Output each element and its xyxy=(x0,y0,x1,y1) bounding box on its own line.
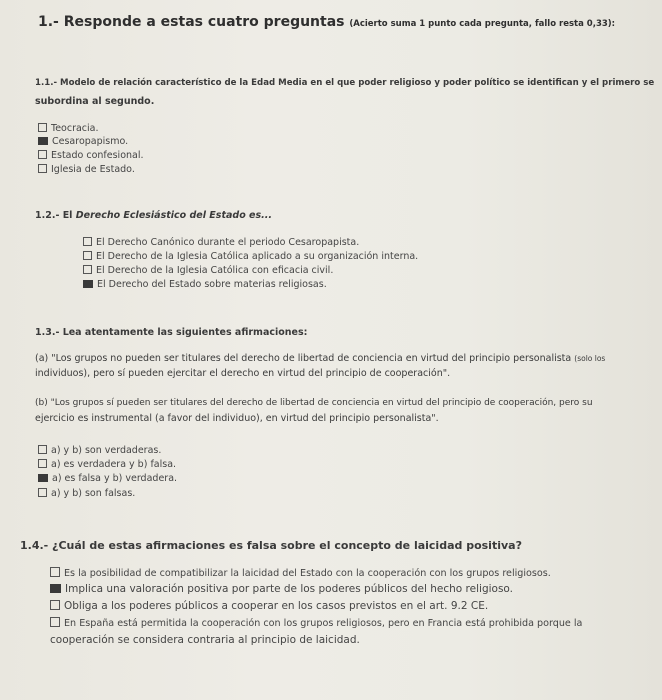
option-label: El Derecho del Estado sobre materias religiosas. xyxy=(97,279,327,290)
checkbox[interactable] xyxy=(50,567,60,577)
q4-option-1[interactable] xyxy=(50,567,551,579)
q4-option-4[interactable] xyxy=(50,617,582,629)
option-label: Cesaropapismo. xyxy=(52,136,129,147)
checked-checkbox[interactable] xyxy=(38,137,48,145)
statement-a-line1 xyxy=(35,353,605,364)
statement-a-small: (solo los xyxy=(574,354,606,363)
checkbox[interactable] xyxy=(83,237,92,246)
main-heading xyxy=(38,14,615,30)
statement-b-line2: ejercicio es instrumental (a favor del individuo), en virtud del principio personalista". xyxy=(35,413,439,424)
checked-checkbox[interactable] xyxy=(83,280,93,288)
option-label: a) y b) son falsas. xyxy=(51,488,136,499)
question-1-3-title: 1.3.- Lea atentamente las siguientes afirmaciones: xyxy=(35,327,308,338)
q4-option-3[interactable] xyxy=(50,600,488,612)
q4-option-4-cont: cooperación se considera contraria al principio de laicidad. xyxy=(50,634,360,646)
option-label: En España está permitida la cooperación con los grupos religiosos, pero en Francia está prohibida porque la xyxy=(64,618,583,629)
checked-checkbox[interactable] xyxy=(38,474,48,482)
q1-option-2[interactable] xyxy=(38,136,128,147)
option-label: Teocracia. xyxy=(51,123,99,134)
option-label: a) y b) son verdaderas. xyxy=(51,445,162,456)
q1-option-1[interactable] xyxy=(38,123,99,134)
checkbox[interactable] xyxy=(38,150,47,159)
option-label: Es la posibilidad de compatibilizar la laicidad del Estado con la cooperación con los grupos religiosos. xyxy=(64,568,551,579)
option-label: El Derecho Canónico durante el periodo Cesaropapista. xyxy=(96,237,360,248)
checkbox[interactable] xyxy=(38,445,47,454)
statement-b-line1: (b) "Los grupos sí pueden ser titulares del derecho de libertad de conciencia en virtud del principio de cooperación, pero su xyxy=(35,398,593,408)
question-1-2-title xyxy=(35,210,272,221)
statement-a-text: (a) "Los grupos no pueden ser titulares del derecho de libertad de conciencia en virtud del principio personalista xyxy=(35,353,572,364)
q2-option-1[interactable] xyxy=(83,237,359,248)
q1-option-4[interactable] xyxy=(38,164,135,175)
checkbox[interactable] xyxy=(38,164,47,173)
heading-title: 1.- Responde a estas cuatro preguntas xyxy=(38,14,345,30)
heading-note: (Acierto suma 1 punto cada pregunta, fallo resta 0,33): xyxy=(349,19,616,29)
question-1-1-title-cont: subordina al segundo. xyxy=(35,96,155,107)
question-1-1-title: 1.1.- Modelo de relación característico de la Edad Media en el que poder religioso y poder político se identifican y el primero se xyxy=(35,78,655,88)
q2-option-3[interactable] xyxy=(83,265,333,276)
statement-a-line2: individuos), pero sí pueden ejercitar el derecho en virtud del principio de cooperación". xyxy=(35,368,451,379)
option-label: El Derecho de la Iglesia Católica con eficacia civil. xyxy=(96,265,334,276)
option-label: El Derecho de la Iglesia Católica aplicado a su organización interna. xyxy=(96,251,419,262)
q4-option-2[interactable] xyxy=(50,583,513,595)
option-label: a) es verdadera y b) falsa. xyxy=(51,459,177,470)
checkbox[interactable] xyxy=(83,265,92,274)
checked-checkbox[interactable] xyxy=(50,584,61,593)
checkbox[interactable] xyxy=(50,600,60,610)
option-label: Estado confesional. xyxy=(51,150,144,161)
checkbox[interactable] xyxy=(38,459,47,468)
q3-option-3[interactable] xyxy=(38,473,177,484)
q2-option-4[interactable] xyxy=(83,279,327,290)
question-1-4-title: 1.4.- ¿Cuál de estas afirmaciones es falsa sobre el concepto de laicidad positiva? xyxy=(20,539,522,552)
title-prefix: 1.2.- El xyxy=(35,210,76,221)
option-label: Implica una valoración positiva por parte de los poderes públicos del hecho religioso. xyxy=(65,583,513,595)
checkbox[interactable] xyxy=(83,251,92,260)
q2-option-2[interactable] xyxy=(83,251,418,262)
option-label: Obliga a los poderes públicos a cooperar en los casos previstos en el art. 9.2 CE. xyxy=(64,600,489,612)
q3-option-4[interactable] xyxy=(38,488,135,499)
checkbox[interactable] xyxy=(50,617,60,627)
q3-option-1[interactable] xyxy=(38,445,161,456)
checkbox[interactable] xyxy=(38,123,47,132)
q1-option-3[interactable] xyxy=(38,150,144,161)
option-label: Iglesia de Estado. xyxy=(51,164,135,175)
option-label: a) es falsa y b) verdadera. xyxy=(52,473,178,484)
title-italic: Derecho Eclesiástico del Estado es... xyxy=(75,210,272,221)
q3-option-2[interactable] xyxy=(38,459,176,470)
checkbox[interactable] xyxy=(38,488,47,497)
